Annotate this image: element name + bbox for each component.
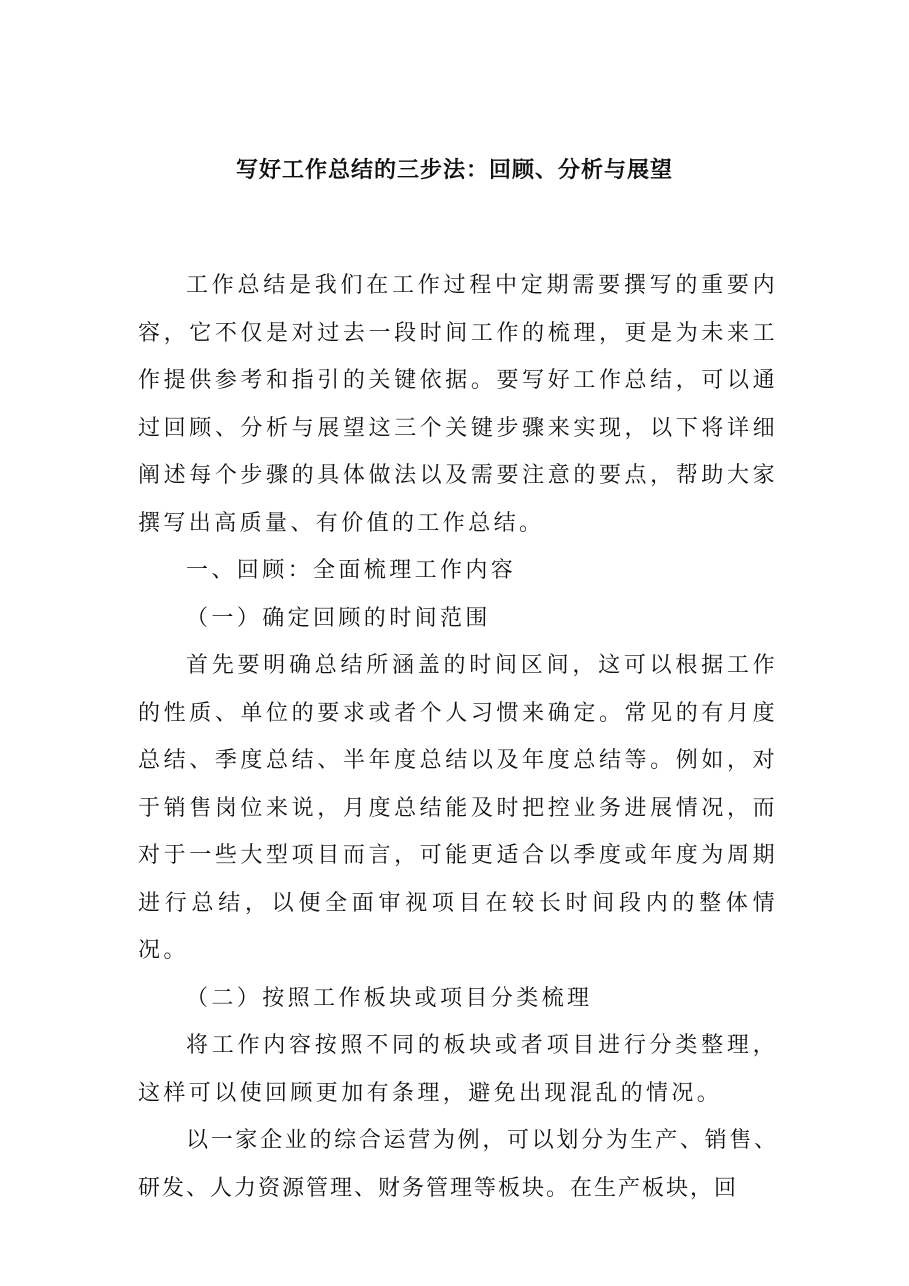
subsection-heading-time-range: （一）确定回顾的时间范围: [186, 605, 491, 631]
document-title: 写好工作总结的三步法：回顾、分析与展望: [235, 158, 673, 183]
section-heading-review: 一、回顾：全面梳理工作内容: [186, 558, 517, 583]
time-range-paragraph: 首先要明确总结所涵盖的时间区间，这可以根据工作的性质、单位的要求或者个人习惯来确定。常见的有月度总结、季度总结、半年度总结以及年度总结等。例如，对于销售岗位来说，月度总结能及时把控业务进展情况，而对于一些大型项目而言，可能更适合以季度或年度为周期进行总结，以便全面审视项目在较长时间段内的整体情况。: [138, 653, 778, 963]
intro-paragraph: 工作总结是我们在工作过程中定期需要撰写的重要内容，它不仅是对过去一段时间工作的梳理，更是为未来工作提供参考和指引的关键依据。要写好工作总结，可以通过回顾、分析与展望这三个关键步骤来实现，以下将详细阐述每个步骤的具体做法以及需要注意的要点，帮助大家撰写出高质量、有价值的工作总结。: [138, 273, 778, 536]
example-paragraph: 以一家企业的综合运营为例，可以划分为生产、销售、研发、人力资源管理、财务管理等板块。在生产板块，回: [138, 1128, 778, 1201]
classify-paragraph: 将工作内容按照不同的板块或者项目进行分类整理，这样可以使回顾更加有条理，避免出现混乱的情况。: [138, 1033, 778, 1106]
subsection-heading-classify: （二）按照工作板块或项目分类梳理: [186, 985, 593, 1011]
document-body: [138, 262, 778, 1212]
